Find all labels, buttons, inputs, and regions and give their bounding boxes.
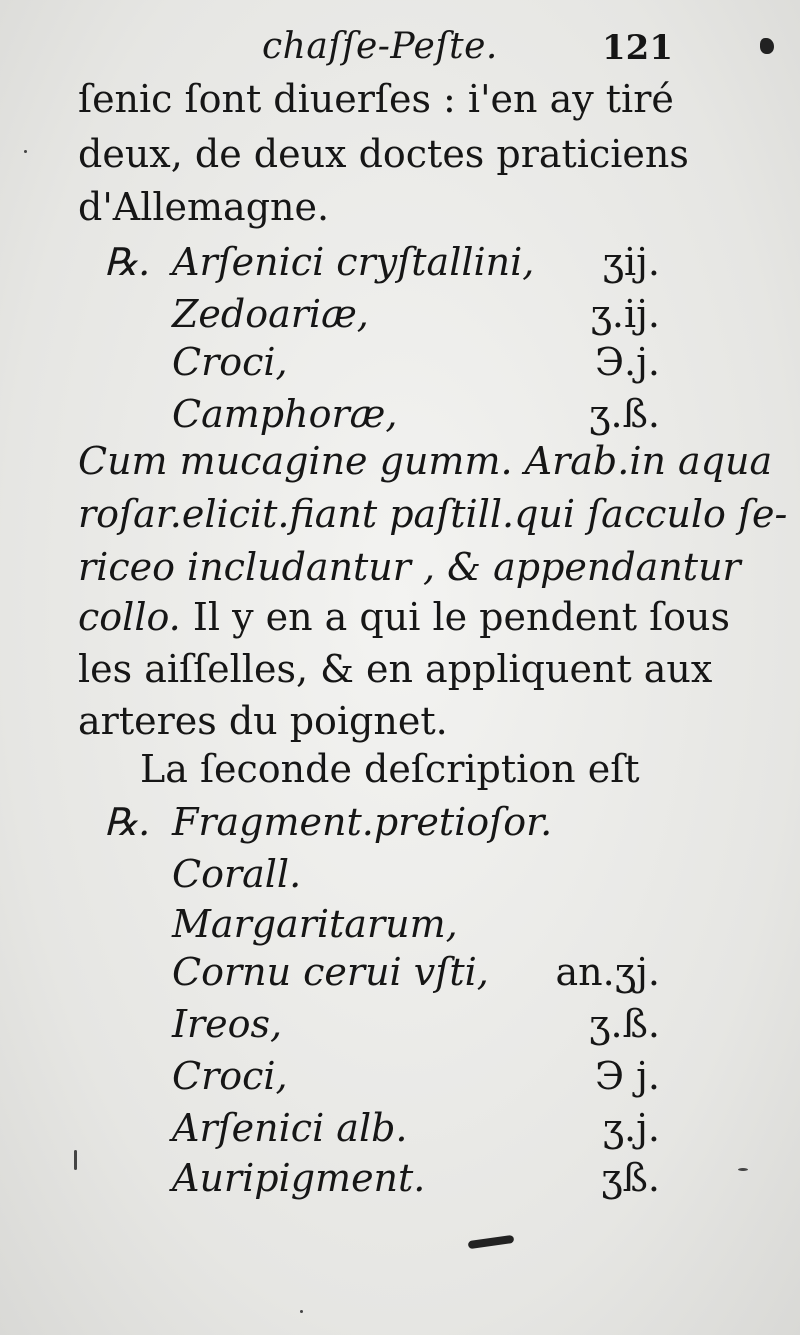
page-header	[0, 20, 800, 70]
ingredient-quantity: ʒ.j.	[602, 1106, 660, 1150]
ingredient-name: Zedoariæ,	[172, 292, 369, 336]
paper-speck	[300, 1310, 303, 1313]
ingredient-name: Croci,	[172, 340, 288, 384]
recipe-item	[0, 1106, 800, 1158]
recipe-symbol: ℞.	[104, 240, 151, 284]
ingredient-name: Arſenici alb.	[172, 1106, 408, 1150]
text-line: arteres du poignet.	[78, 699, 448, 743]
page-number: 121	[602, 28, 673, 68]
ink-mark	[468, 1235, 515, 1249]
ingredient-name: Auripigment.	[172, 1156, 426, 1200]
recipe-item	[0, 1156, 800, 1208]
running-title: chaſſe-Peſte.	[262, 26, 498, 67]
recipe-item	[0, 902, 800, 954]
ingredient-quantity: ʒ.ß.	[589, 392, 660, 436]
ingredient-name: Croci,	[172, 1054, 288, 1098]
ingredient-name: Margaritarum,	[172, 902, 458, 946]
ingredient-name: Arſenici cryſtallini,	[172, 240, 535, 284]
italic-word: collo.	[78, 595, 181, 639]
recipe-item	[0, 800, 800, 852]
paper-speck	[74, 1150, 77, 1170]
recipe-item	[0, 240, 800, 292]
ingredient-quantity: Э j.	[594, 1054, 660, 1098]
paper-speck	[738, 1168, 748, 1171]
ingredient-name: Cornu cerui vſti,	[172, 950, 489, 994]
ingredient-name: Corall.	[172, 852, 302, 896]
text-line: les aiſſelles, & en appliquent aux	[78, 647, 713, 691]
text-line: ſenic ſont diuerſes : i'en ay tiré	[78, 77, 674, 121]
ingredient-name: Camphoræ,	[172, 392, 398, 436]
ingredient-name: Ireos,	[172, 1002, 283, 1046]
ingredient-quantity: ʒß.	[601, 1156, 660, 1200]
recipe-symbol: ℞.	[104, 800, 151, 844]
recipe-item	[0, 292, 800, 344]
ingredient-quantity: an.ʒj.	[555, 950, 660, 994]
ingredient-quantity: ʒ.ß.	[589, 1002, 660, 1046]
text-line: riceo includantur , & appendantur	[78, 545, 741, 589]
recipe-item	[0, 340, 800, 392]
paper-speck	[24, 150, 27, 153]
section-heading: La ſeconde deſcription eſt	[140, 747, 640, 791]
text-line	[78, 595, 731, 639]
recipe-item	[0, 852, 800, 904]
roman-text: Il y en a qui le pendent ſous	[180, 595, 731, 639]
ingredient-quantity: ʒij.	[602, 240, 660, 284]
text-line: roſar.elicit.fiant paſtill.qui ſacculo ſe-	[78, 492, 788, 536]
recipe-item	[0, 950, 800, 1002]
text-line: d'Allemagne.	[78, 185, 330, 229]
ingredient-name: Fragment.pretioſor.	[172, 800, 553, 844]
text-line: Cum mucagine gumm. Arab.in aqua	[78, 439, 773, 483]
recipe-item	[0, 1002, 800, 1054]
ingredient-quantity: ʒ.ij.	[590, 292, 660, 336]
text-line: deux, de deux doctes praticiens	[78, 132, 689, 176]
recipe-item	[0, 392, 800, 444]
ingredient-quantity: Э.j.	[594, 340, 660, 384]
recipe-item	[0, 1054, 800, 1106]
ink-spot	[760, 38, 774, 54]
